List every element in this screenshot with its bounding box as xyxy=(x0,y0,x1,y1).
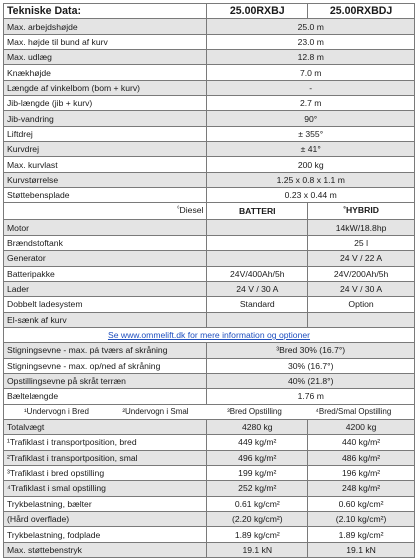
spec-row xyxy=(4,50,415,65)
spec-label: Liftdrej xyxy=(4,126,207,141)
weight-row xyxy=(4,527,415,542)
spec-row xyxy=(4,96,415,111)
batteri-value: 19.1 kN xyxy=(207,542,308,557)
power-label: Lader xyxy=(4,281,207,296)
weight-row xyxy=(4,419,415,434)
footnote: ²Undervogn i Smal xyxy=(122,406,189,416)
weight-row xyxy=(4,542,415,557)
power-row xyxy=(4,251,415,266)
spec-value: 90° xyxy=(207,111,415,126)
spec-row xyxy=(4,126,415,141)
power-row xyxy=(4,281,415,296)
power-row xyxy=(4,220,415,235)
slope-row xyxy=(4,389,415,404)
spec-value: ± 41° xyxy=(207,142,415,157)
power-label: El-sænk af kurv xyxy=(4,312,207,327)
footnote: ¹Undervogn i Bred xyxy=(24,406,89,416)
hybrid-value: 196 kg/m² xyxy=(308,465,415,480)
weight-label: ³Trafiklast i bred opstilling xyxy=(4,465,207,480)
spec-row xyxy=(4,111,415,126)
slope-label: Stigningsevne - max. op/ned af skråning xyxy=(4,358,207,373)
spec-value: 12.8 m xyxy=(207,50,415,65)
spec-label: Jib-vandring xyxy=(4,111,207,126)
spec-table xyxy=(3,3,415,558)
spec-value: - xyxy=(207,80,415,95)
weight-label: (Hård overflade) xyxy=(4,512,207,527)
hybrid-value: 14kW/18.8hp xyxy=(308,220,415,235)
diesel-heading xyxy=(4,203,207,220)
batteri-value: 199 kg/m² xyxy=(207,465,308,480)
spec-value: 1.25 x 0.8 x 1.1 m xyxy=(207,172,415,187)
slope-label: Opstillingsevne på skråt terræn xyxy=(4,373,207,388)
slope-label: Stigningsevne - max. pá tværs af skråning xyxy=(4,343,207,358)
spec-label: Kurvdrej xyxy=(4,142,207,157)
batteri-value: 1.89 kg/cm² xyxy=(207,527,308,542)
spec-label: Max. højde til bund af kurv xyxy=(4,34,207,49)
hybrid-value: 25 l xyxy=(308,235,415,250)
hybrid-value: (2.10 kg/cm²) xyxy=(308,512,415,527)
spec-label: Max. kurvlast xyxy=(4,157,207,172)
model-b-heading: 25.00RXBDJ xyxy=(308,4,415,19)
batteri-value: 252 kg/m² xyxy=(207,481,308,496)
spec-value: 25.0 m xyxy=(207,19,415,34)
batteri-value xyxy=(207,235,308,250)
spec-label: Jib-længde (jib + kurv) xyxy=(4,96,207,111)
spec-row xyxy=(4,142,415,157)
spec-label: Kurvstørrelse xyxy=(4,172,207,187)
batteri-value xyxy=(207,251,308,266)
hybrid-heading xyxy=(308,203,415,220)
spec-row xyxy=(4,188,415,203)
weight-row xyxy=(4,481,415,496)
weight-row xyxy=(4,450,415,465)
weight-row xyxy=(4,465,415,480)
power-row xyxy=(4,266,415,281)
spec-value: 2.7 m xyxy=(207,96,415,111)
weight-label: Max. støttebenstryk xyxy=(4,542,207,557)
spec-row xyxy=(4,65,415,80)
batteri-value xyxy=(207,312,308,327)
batteri-value: 496 kg/m² xyxy=(207,450,308,465)
spec-row xyxy=(4,34,415,49)
power-label: Generator xyxy=(4,251,207,266)
footnote: ³Bred Opstilling xyxy=(227,406,282,416)
hybrid-value: 248 kg/m² xyxy=(308,481,415,496)
spec-row xyxy=(4,172,415,187)
spec-row xyxy=(4,19,415,34)
spec-value: 0.23 x 0.44 m xyxy=(207,188,415,203)
slope-value: 1.76 m xyxy=(207,389,415,404)
hybrid-value: 24V/200Ah/5h xyxy=(308,266,415,281)
footnote-marker: ⁶ xyxy=(343,206,346,213)
footnote: ⁴Bred/Smal Opstilling xyxy=(315,406,392,416)
hybrid-value: 24 V / 30 A xyxy=(308,281,415,296)
slope-row xyxy=(4,358,415,373)
header-row xyxy=(4,4,415,19)
hybrid-value: 1.89 kg/cm² xyxy=(308,527,415,542)
info-link[interactable]: Se www.ommelift.dk for mere information og optioner xyxy=(107,330,311,341)
slope-row xyxy=(4,343,415,358)
hybrid-value: 440 kg/m² xyxy=(308,435,415,450)
spec-row xyxy=(4,80,415,95)
batteri-value: Standard xyxy=(207,297,308,312)
slope-label: Bæltelængde xyxy=(4,389,207,404)
footnotes-cell xyxy=(4,404,415,419)
spec-value: 23.0 m xyxy=(207,34,415,49)
hybrid-value: Option xyxy=(308,297,415,312)
hybrid-value: 4200 kg xyxy=(308,419,415,434)
weight-label: Trykbelastning, fodplade xyxy=(4,527,207,542)
hybrid-value: 486 kg/m² xyxy=(308,450,415,465)
spec-table-body xyxy=(4,4,415,558)
weight-label: ²Trafiklast i transportposition, smal xyxy=(4,450,207,465)
power-row xyxy=(4,297,415,312)
weight-row xyxy=(4,435,415,450)
batteri-value: 24V/400Ah/5h xyxy=(207,266,308,281)
hybrid-value: 0.60 kg/cm² xyxy=(308,496,415,511)
spec-value: 7.0 m xyxy=(207,65,415,80)
hybrid-value: 24 V / 22 A xyxy=(308,251,415,266)
batteri-value: 4280 kg xyxy=(207,419,308,434)
spec-value: 200 kg xyxy=(207,157,415,172)
spec-row xyxy=(4,157,415,172)
spec-label: Max. udlæg xyxy=(4,50,207,65)
info-link-cell xyxy=(4,327,415,342)
power-row xyxy=(4,235,415,250)
batteri-value: 0.61 kg/cm² xyxy=(207,496,308,511)
weight-label: ¹Trafiklast i transportposition, bred xyxy=(4,435,207,450)
power-row xyxy=(4,312,415,327)
slope-value: 30% (16.7°) xyxy=(207,358,415,373)
table-title: Tekniske Data: xyxy=(4,4,207,19)
spec-label: Knækhøjde xyxy=(4,65,207,80)
hybrid-label: HYBRID xyxy=(345,205,379,216)
hybrid-value xyxy=(308,312,415,327)
weight-label: Totalvægt xyxy=(4,419,207,434)
batteri-value: 449 kg/m² xyxy=(207,435,308,450)
footnote-marker: ⁶ xyxy=(177,206,180,213)
power-label: Motor xyxy=(4,220,207,235)
hybrid-value: 19.1 kN xyxy=(308,542,415,557)
batteri-value: (2.20 kg/cm²) xyxy=(207,512,308,527)
weight-label: ⁴Trafiklast i smal opstilling xyxy=(4,481,207,496)
batteri-value xyxy=(207,220,308,235)
footnotes-row xyxy=(4,404,415,419)
model-a-heading: 25.00RXBJ xyxy=(207,4,308,19)
spec-label: Støttebensplade xyxy=(4,188,207,203)
slope-value: ³Bred 30% (16.7°) xyxy=(207,343,415,358)
power-header-row xyxy=(4,203,415,220)
spec-value: ± 355° xyxy=(207,126,415,141)
slope-row xyxy=(4,373,415,388)
info-link-row xyxy=(4,327,415,342)
spec-label: Max. arbejdshøjde xyxy=(4,19,207,34)
power-label: Dobbelt ladesystem xyxy=(4,297,207,312)
weight-label: Trykbelastning, bælter xyxy=(4,496,207,511)
weight-row xyxy=(4,512,415,527)
weight-row xyxy=(4,496,415,511)
power-label: Brændstoftank xyxy=(4,235,207,250)
slope-value: 40% (21.8°) xyxy=(207,373,415,388)
diesel-label: Diesel xyxy=(179,205,204,216)
power-label: Batteripakke xyxy=(4,266,207,281)
batteri-value: 24 V / 30 A xyxy=(207,281,308,296)
spec-label: Længde af vinkelbom (bom + kurv) xyxy=(4,80,207,95)
batteri-heading: BATTERI xyxy=(207,203,308,220)
